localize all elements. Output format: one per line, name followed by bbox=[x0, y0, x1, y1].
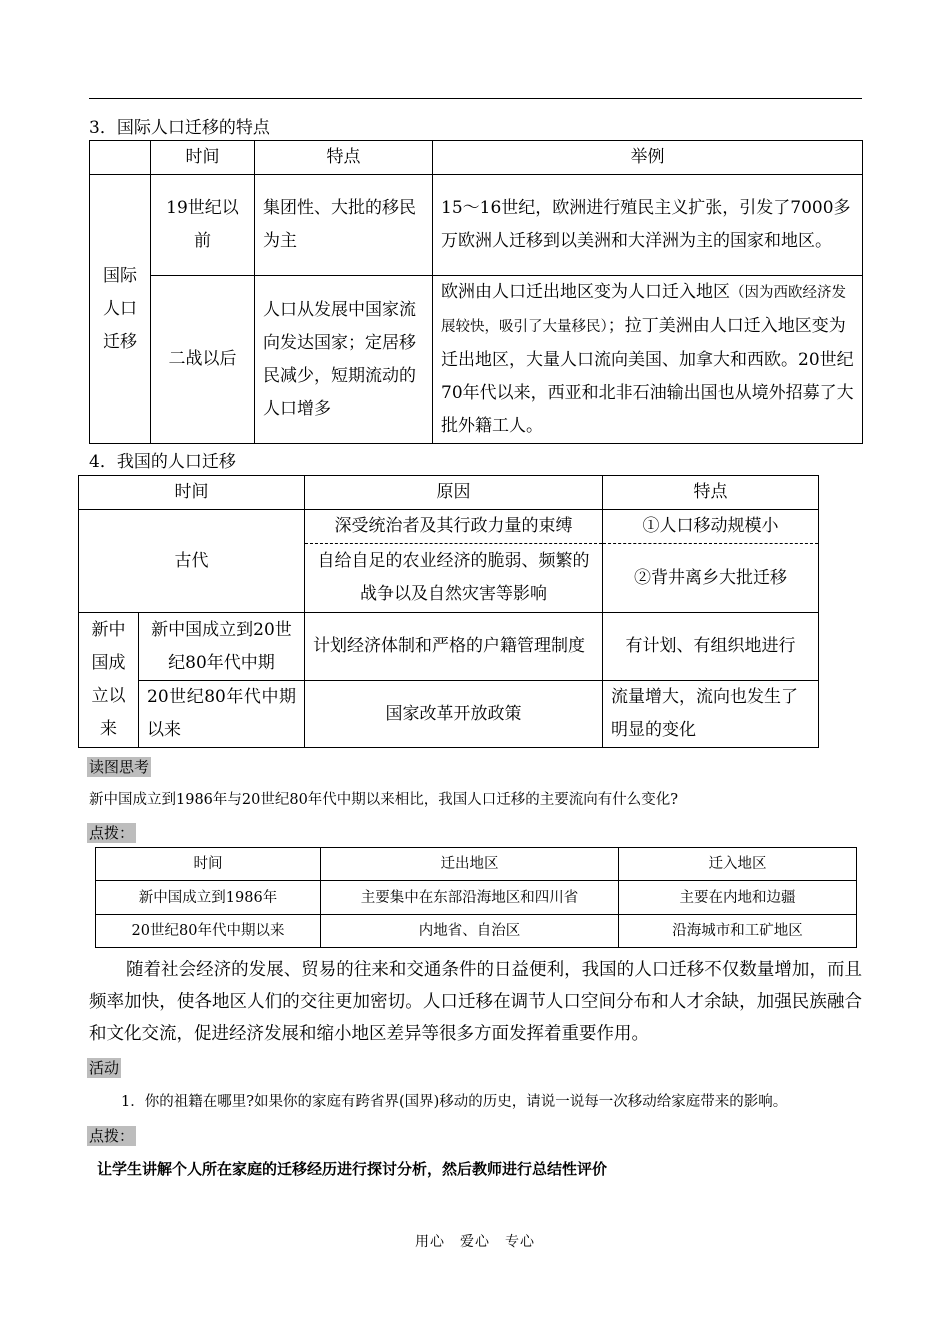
international-migration-table bbox=[89, 140, 863, 444]
table-cell: 15～16世纪，欧洲进行殖民主义扩张，引发了7000多万欧洲人迁移到以美洲和大洋洲为主的国家和地区。 bbox=[433, 175, 863, 276]
table-cell: 主要集中在东部沿海地区和四川省 bbox=[321, 881, 619, 915]
table-header: 时间 bbox=[79, 476, 305, 510]
table-header: 举例 bbox=[433, 141, 863, 175]
table-cell: 流量增大，流向也发生了明显的变化 bbox=[603, 681, 819, 748]
table-cell: 二战以后 bbox=[151, 276, 255, 444]
table-cell: 人口从发展中国家流向发达国家；定居移民减少，短期流动的人口增多 bbox=[255, 276, 433, 444]
table-header: 特点 bbox=[603, 476, 819, 510]
table-cell: 沿海城市和工矿地区 bbox=[619, 915, 857, 948]
hint-table bbox=[95, 847, 857, 948]
table-cell: 新中国成立到1986年 bbox=[96, 881, 321, 915]
table-cell: 计划经济体制和严格的户籍管理制度 bbox=[305, 613, 603, 681]
hint-answer: 让学生讲解个人所在家庭的迁移经历进行探讨分析，然后教师进行总结性评价 bbox=[97, 1160, 608, 1178]
section4-heading: 4．我国的人口迁移 bbox=[89, 452, 236, 472]
table-header: 原因 bbox=[305, 476, 603, 510]
table-cell: 古代 bbox=[79, 510, 305, 613]
row-label: 国际人口迁移 bbox=[90, 175, 151, 444]
reading-tag: 读图思考 bbox=[89, 758, 150, 776]
table-cell: 19世纪以前 bbox=[151, 175, 255, 276]
china-migration-table bbox=[78, 475, 819, 748]
header-rule bbox=[89, 98, 862, 99]
activity-tag: 活动 bbox=[89, 1059, 120, 1077]
table-cell: 国家改革开放政策 bbox=[305, 681, 603, 748]
table-cell: 20世纪80年代中期以来 bbox=[96, 915, 321, 948]
table-cell: 集团性、大批的移民为主 bbox=[255, 175, 433, 276]
table-cell: 内地省、自治区 bbox=[321, 915, 619, 948]
table-header-empty bbox=[90, 141, 151, 175]
table-cell: ②背井离乡大批迁移 bbox=[603, 544, 819, 613]
hint-tag: 点拨： bbox=[89, 824, 135, 842]
reading-question: 新中国成立到1986年与20世纪80年代中期以来相比，我国人口迁移的主要流向有什么变化? bbox=[89, 792, 679, 808]
page-footer: 用心 爱心 专心 bbox=[415, 1234, 535, 1250]
table-header: 特点 bbox=[255, 141, 433, 175]
table-cell: 深受统治者及其行政力量的束缚 bbox=[305, 510, 603, 544]
table-cell: 新中国成立到20世纪80年代中期 bbox=[139, 613, 305, 681]
example-note: （因为西欧经济发展较快，吸引了大量移民） bbox=[441, 285, 846, 335]
table-cell: 20世纪80年代中期以来 bbox=[139, 681, 305, 748]
table-header: 时间 bbox=[96, 848, 321, 881]
table-cell: 有计划、有组织地进行 bbox=[603, 613, 819, 681]
example-text: 欧洲由人口迁出地区变为人口迁入地区 bbox=[441, 282, 730, 302]
hint-tag: 点拨： bbox=[89, 1127, 135, 1145]
table-cell: 自给自足的农业经济的脆弱、频繁的战争以及自然灾害等影响 bbox=[305, 544, 603, 613]
body-paragraph: 随着社会经济的发展、贸易的往来和交通条件的日益便利，我国的人口迁移不仅数量增加，而且频率加快，使各地区人们的交往更加密切。人口迁移在调节人口空间分布和人才余缺，加强民族融合和文化交流，促进经济发展和缩小地区差异等很多方面发挥着重要作用。 bbox=[89, 960, 862, 1044]
table-cell: 主要在内地和边疆 bbox=[619, 881, 857, 915]
table-header: 时间 bbox=[151, 141, 255, 175]
table-header: 迁入地区 bbox=[619, 848, 857, 881]
example-text: ；拉丁美洲由人口迁入地区变为迁出地区，大量人口流向美国、加拿大和西欧。20世纪70年代以来，西亚和北非石油输出国也从境外招募了大批外籍工人。 bbox=[441, 316, 854, 436]
table-cell bbox=[433, 276, 863, 444]
table-header: 迁出地区 bbox=[321, 848, 619, 881]
table-cell: ①人口移动规模小 bbox=[603, 510, 819, 544]
activity-question: 1．你的祖籍在哪里?如果你的家庭有跨省界(国界)移动的历史，请说一说每一次移动给家庭带来的影响。 bbox=[121, 1094, 788, 1110]
section3-heading: 3．国际人口迁移的特点 bbox=[89, 118, 270, 138]
row-label: 新中国成立以来 bbox=[79, 613, 139, 748]
